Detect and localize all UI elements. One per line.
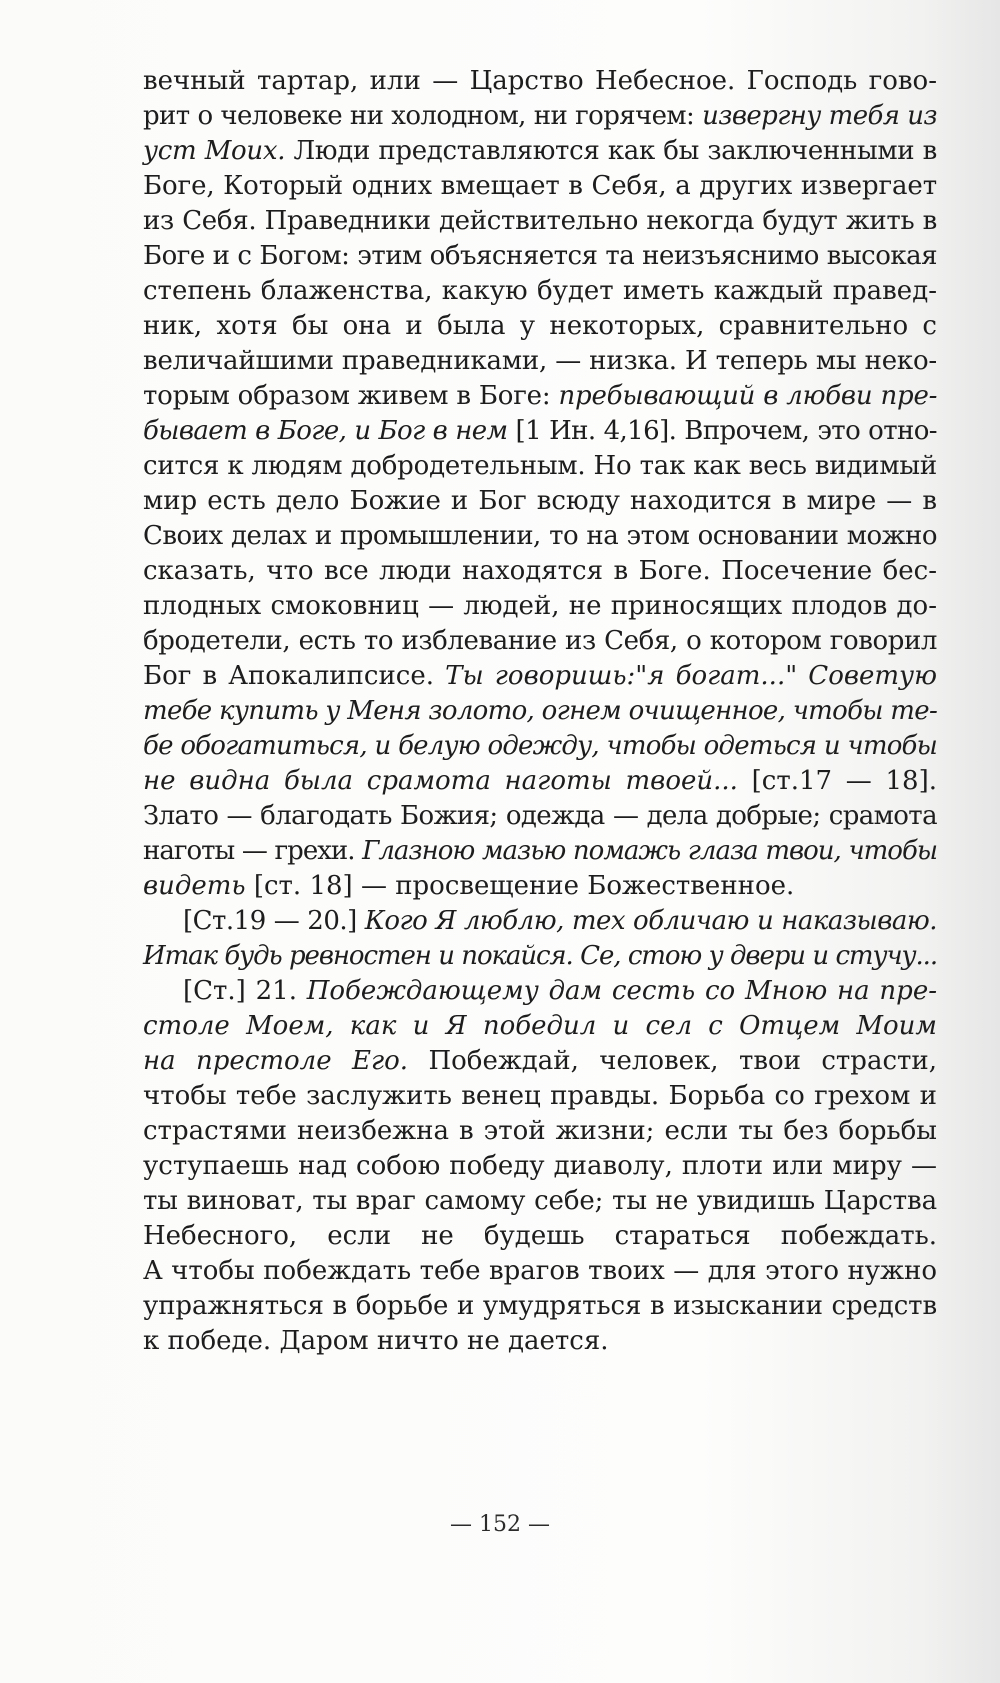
text-segment: Небесного, если не будешь стараться побеждать. [143,1221,937,1251]
text-line [143,1149,937,1184]
text-line [143,519,937,554]
text-segment: А чтобы побеждать тебе врагов твоих — для этого нужно [143,1256,937,1286]
text-segment: к победе. Даром ничто не дается. [143,1326,609,1356]
italic-quote-segment: Кого Я люблю, тех обличаю и наказываю. [364,906,937,936]
text-line [143,64,937,99]
text-line [143,589,937,624]
italic-quote-segment: Побеждающему дам сесть со Мною на пре- [306,976,937,1006]
text-segment: вечный тартар, или — Царство Небесное. Господь гово- [143,66,937,96]
text-segment: [ст.17 — 18]. [737,766,938,796]
text-segment: чтобы тебе заслужить венец правды. Борьба со грехом и [143,1081,937,1111]
text-line [143,274,937,309]
text-line [143,1114,937,1149]
text-segment: Своих делах и промышлении, то на этом основании можно [143,521,937,551]
text-segment: бродетели, есть то изблевание из Себя, о котором говорил [143,626,937,656]
italic-quote-segment: тебе купить у Меня золото, огнем очищенное, чтобы те- [143,696,938,726]
text-segment: рит о человеке ни холодном, ни горячем: [143,101,703,131]
text-line [143,344,937,379]
text-segment: уступаешь над собою победу диаволу, плоти или миру — [143,1151,937,1181]
text-line [143,939,937,974]
text-segment: Люди представляются как бы заключенными в [285,136,937,166]
text-line [143,169,937,204]
text-line [143,694,937,729]
text-line [143,1254,937,1289]
text-line [143,624,937,659]
text-line [143,1044,937,1079]
text-segment: ты виноват, ты враг самому себе; ты не увидишь Царства [143,1186,937,1216]
text-line [143,204,937,239]
text-line [143,99,937,134]
text-line [143,239,937,274]
italic-quote-segment: на престоле Его. [143,1046,409,1076]
text-line [143,484,937,519]
text-segment: степень блаженства, какую будет иметь каждый правед- [143,276,937,306]
text-line [143,974,937,1009]
text-segment: [Ст.19 — 20.] [183,906,365,936]
text-line [143,1324,937,1359]
italic-quote-segment: не видна была срамота наготы твоей... [143,766,738,796]
text-segment: плодных смоковниц — людей, не приносящих плодов до- [143,591,937,621]
text-line [143,1079,937,1114]
italic-quote-segment: уст Моих. [143,136,286,166]
text-line [143,729,937,764]
text-line [143,869,937,904]
text-line [143,834,937,869]
text-line [143,554,937,589]
text-line [143,1289,937,1324]
text-line [143,309,937,344]
text-line [143,449,937,484]
text-line [143,799,937,834]
text-line [143,764,937,799]
italic-quote-segment: Итак будь ревностен и покайся. Се, стою у двери и стучу... [143,941,937,971]
body-text [143,64,937,1359]
text-line [143,414,937,449]
italic-quote-segment: Ты говоришь:"я богат..." Советую [445,661,937,691]
page-number: — 152 — [450,1512,550,1537]
italic-quote-segment: Глазною мазью помажь глаза твои, чтобы [362,836,938,866]
text-segment: сится к людям добродетельным. Но так как весь видимый [143,451,937,481]
text-line [143,1009,937,1044]
italic-quote-segment: извергну тебя из [702,101,938,131]
text-segment: [Ст.] 21. [183,976,307,1006]
text-line [143,134,937,169]
text-segment: Злато — благодать Божия; одежда — дела добрые; срамота [143,801,937,831]
text-segment: Побеждай, человек, твои страсти, [408,1046,937,1076]
italic-quote-segment: видеть [143,871,246,901]
italic-quote-segment: бывает в Боге, и Бог в нем [143,416,508,446]
text-line [143,904,937,939]
text-segment: ник, хотя бы она и была у некоторых, сравнительно с [143,311,937,341]
text-segment: величайшими праведниками, — низка. И теперь мы неко- [143,346,937,376]
text-segment: [ст. 18] — просвещение Божественное. [245,871,795,901]
text-segment: Бог в Апокалипсисе. [143,661,446,691]
text-line [143,659,937,694]
text-segment: торым образом живем в Боге: [143,381,559,411]
text-segment: [1 Ин. 4,16]. Впрочем, это отно- [507,416,937,446]
text-segment: наготы — грехи. [143,836,363,866]
italic-quote-segment: бе обогатиться, и белую одежду, чтобы одеться и чтобы [143,731,937,761]
text-segment: из Себя. Праведники действительно некогда будут жить в [143,206,937,236]
text-line [143,1219,937,1254]
italic-quote-segment: столе Моем, как и Я победил и сел с Отцем Моим [143,1011,937,1041]
text-segment: сказать, что все люди находятся в Боге. Посечение бес- [143,556,937,586]
text-segment: Боге, Который одних вмещает в Себя, а других извергает [143,171,937,201]
text-segment: мир есть дело Божие и Бог всюду находится в мире — в [143,486,937,516]
text-segment: Боге и с Богом: этим объясняется та неизъяснимо высокая [143,241,937,271]
text-segment: упражняться в борьбе и умудряться в изыскании средств [143,1291,937,1321]
text-line [143,1184,937,1219]
text-segment: страстями неизбежна в этой жизни; если ты без борьбы [143,1116,937,1146]
italic-quote-segment: пребывающий в любви пре- [558,381,938,411]
text-line [143,379,937,414]
